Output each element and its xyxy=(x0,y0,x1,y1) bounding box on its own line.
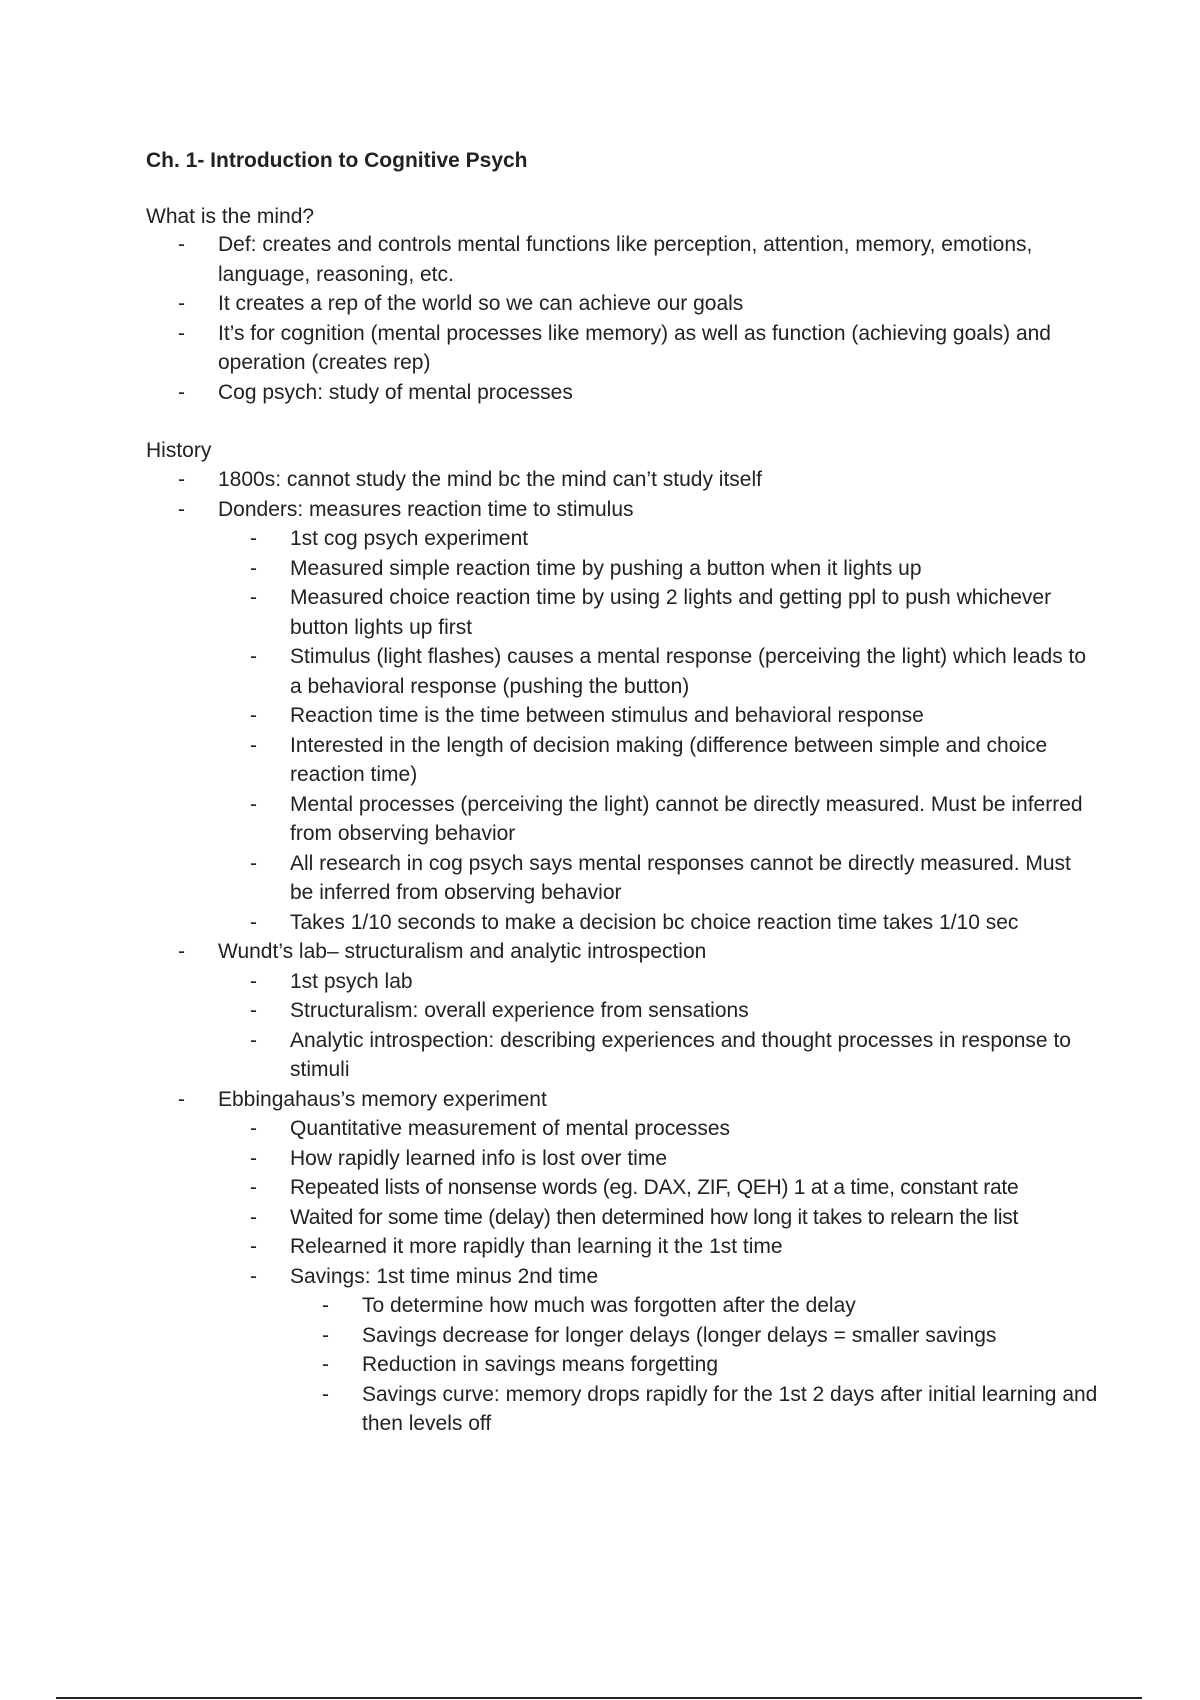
bullet-dash: - xyxy=(322,1323,329,1347)
bullet-dash: - xyxy=(250,999,257,1022)
section-heading-mind: What is the mind? xyxy=(146,205,315,228)
bullet-dash: - xyxy=(250,1176,257,1199)
bullet-dash: - xyxy=(178,940,185,963)
mind-list xyxy=(178,230,1098,407)
bullet-dash: - xyxy=(250,851,257,875)
list-item: - 1st psych lab xyxy=(250,967,1098,997)
list-item: - Relearned it more rapidly than learning it the 1st time xyxy=(250,1232,1098,1262)
bullet-dash: - xyxy=(250,910,257,934)
bullet-dash: - xyxy=(250,1235,257,1258)
bullet-dash: - xyxy=(250,1205,257,1229)
bullet-dash: - xyxy=(250,556,257,580)
bullet-dash: - xyxy=(250,1146,257,1170)
history-list xyxy=(178,465,1098,1439)
list-item: - Reduction in savings means forgetting xyxy=(322,1350,1098,1380)
bullet-dash: - xyxy=(178,497,185,521)
list-item: - Savings decrease for longer delays (longer delays = smaller savings xyxy=(322,1321,1098,1351)
list-item: - It creates a rep of the world so we can achieve our goals xyxy=(178,289,1098,319)
list-item: - Measured simple reaction time by pushing a button when it lights up xyxy=(250,554,1098,584)
list-item: - Cog psych: study of mental processes xyxy=(178,378,1098,408)
footer-divider xyxy=(56,1697,1142,1699)
bullet-dash: - xyxy=(178,233,185,256)
ebbinghaus-sublist xyxy=(250,1114,1098,1439)
list-item: - All research in cog psych says mental responses cannot be directly measured. Must be inferred from observing behavior xyxy=(250,849,1098,908)
bullet-dash: - xyxy=(178,468,185,491)
list-item: - Mental processes (perceiving the light) cannot be directly measured. Must be inferred from observing behavior xyxy=(250,790,1098,849)
list-item: - Interested in the length of decision making (difference between simple and choice reaction time) xyxy=(250,731,1098,790)
bullet-dash: - xyxy=(250,704,257,727)
list-item: - Measured choice reaction time by using 2 lights and getting ppl to push whichever button lights up first xyxy=(250,583,1098,642)
list-item: - Takes 1/10 seconds to make a decision bc choice reaction time takes 1/10 sec xyxy=(250,908,1098,938)
bullet-dash: - xyxy=(250,969,257,993)
section-heading-history: History xyxy=(146,439,212,462)
savings-sublist xyxy=(322,1291,1098,1439)
list-item-wundt: - Wundt’s lab– structuralism and analytic introspection - 1st psych lab - Structuralism: overall experience from sensations - Analytic introspection: describing experiences and thought processes in response to stimuli xyxy=(178,937,1098,1085)
bullet-dash: - xyxy=(178,321,185,345)
page-title: Ch. 1- Introduction to Cognitive Psych xyxy=(146,149,528,172)
list-item-ebbinghaus: - Ebbingahaus’s memory experiment - Quantitative measurement of mental processes - How rapidly learned info is lost over time - Repeated lists of nonsense words (eg. DAX, ZIF, QEH) 1 at a time, constant rate - Waited for some time (delay) then determined how long it takes to relearn the list - Relearned it more rapidly than learning it the 1st time - Savings: 1st time minus 2nd time - To determine how much was forgotten after the delay - Savings decrease for longer delays (longer delays = smaller savings - Reduction in savings means forgetting - Savings curve: memory drops rapidly for the 1st 2 days after initial learning and then levels off xyxy=(178,1085,1098,1439)
list-item: - Quantitative measurement of mental processes xyxy=(250,1114,1098,1144)
list-item: - Structuralism: overall experience from sensations xyxy=(250,996,1098,1026)
list-item: - Savings curve: memory drops rapidly for the 1st 2 days after initial learning and then levels off xyxy=(322,1380,1098,1439)
list-item: - 1800s: cannot study the mind bc the mind can’t study itself xyxy=(178,465,1098,495)
list-item: - Analytic introspection: describing experiences and thought processes in response to stimuli xyxy=(250,1026,1098,1085)
list-item: - How rapidly learned info is lost over time xyxy=(250,1144,1098,1174)
bullet-dash: - xyxy=(250,792,257,816)
bullet-dash: - xyxy=(250,733,257,757)
list-item: - Reaction time is the time between stimulus and behavioral response xyxy=(250,701,1098,731)
donders-sublist xyxy=(250,524,1098,937)
list-item-savings: - Savings: 1st time minus 2nd time - To determine how much was forgotten after the delay - Savings decrease for longer delays (longer delays = smaller savings - Reduction in savings means forgetting - Savings curve: memory drops rapidly for the 1st 2 days after initial learning and then levels off xyxy=(250,1262,1098,1439)
bullet-dash: - xyxy=(250,645,257,668)
bullet-dash: - xyxy=(250,1028,257,1052)
list-item: - Def: creates and controls mental functions like perception, attention, memory, emotions, language, reasoning, etc. xyxy=(178,230,1098,289)
bullet-dash: - xyxy=(250,1117,257,1140)
bullet-dash: - xyxy=(250,1264,257,1288)
list-item: - Stimulus (light flashes) causes a mental response (perceiving the light) which leads to a behavioral response (pushing the button) xyxy=(250,642,1098,701)
bullet-dash: - xyxy=(322,1382,329,1406)
wundt-sublist xyxy=(250,967,1098,1085)
list-item: - Waited for some time (delay) then determined how long it takes to relearn the list xyxy=(250,1203,1098,1233)
bullet-dash: - xyxy=(250,586,257,609)
list-item: - 1st cog psych experiment xyxy=(250,524,1098,554)
bullet-dash: - xyxy=(250,527,257,550)
list-item-donders: - Donders: measures reaction time to stimulus - 1st cog psych experiment - Measured simple reaction time by pushing a button when it lights up - Measured choice reaction time by using 2 lights and getting ppl to push whichever button lights up first - Stimulus (light flashes) causes a mental response (perceiving the light) which leads to a behavioral response (pushing the button) - Reaction time is the time between stimulus and behavioral response - Interested in the length of decision making (difference between simple and choice reaction time) - Mental processes (perceiving the light) cannot be directly measured. Must be inferred from observing behavior - All research in cog psych says mental responses cannot be directly measured. Must be inferred from observing behavior - Takes 1/10 seconds to make a decision bc choice reaction time takes 1/10 sec xyxy=(178,495,1098,938)
bullet-dash: - xyxy=(322,1294,329,1317)
list-item: - It’s for cognition (mental processes like memory) as well as function (achieving goals) and operation (creates rep) xyxy=(178,319,1098,378)
list-item: - To determine how much was forgotten after the delay xyxy=(322,1291,1098,1321)
bullet-dash: - xyxy=(322,1353,329,1376)
bullet-dash: - xyxy=(178,380,185,404)
bullet-dash: - xyxy=(178,292,185,315)
bullet-dash: - xyxy=(178,1087,185,1111)
list-item: - Repeated lists of nonsense words (eg. DAX, ZIF, QEH) 1 at a time, constant rate xyxy=(250,1173,1098,1203)
